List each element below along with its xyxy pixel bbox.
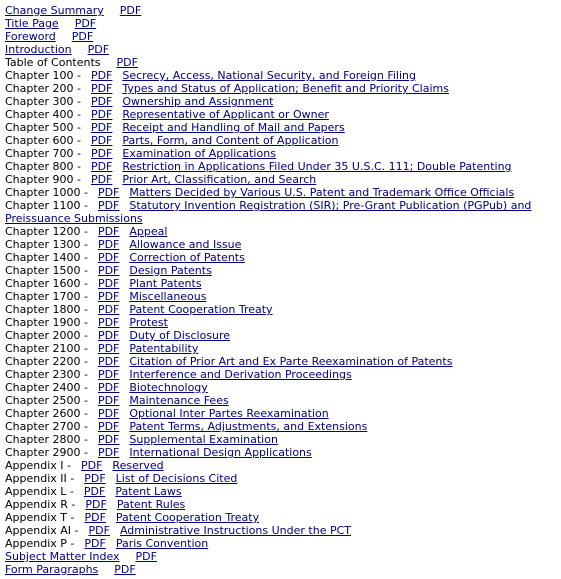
chapter-2600-title-link[interactable]: Optional Inter Partes Reexamination: [129, 407, 329, 420]
chapter-700-title-link[interactable]: Examination of Applications: [122, 147, 276, 160]
toc-row-chapter-1100: [5, 199, 561, 225]
toc-row-appendix-ai: [5, 524, 561, 537]
appendix-r-pdf-link[interactable]: PDF: [85, 498, 107, 511]
appendix-p-pdf-link[interactable]: PDF: [84, 537, 106, 550]
section-label: Chapter 1700 -: [5, 290, 88, 303]
title-page-link[interactable]: Title Page: [5, 17, 59, 30]
chapter-2100-title-link[interactable]: Patentability: [129, 342, 199, 355]
toc-row-chapter-2200: [5, 355, 561, 368]
chapter-500-title-link[interactable]: Receipt and Handling of Mail and Papers: [122, 121, 345, 134]
toc-row-table-of-contents: [5, 56, 561, 69]
form-paragraphs-pdf-link[interactable]: PDF: [114, 563, 136, 576]
toc-row-chapter-600: [5, 134, 561, 147]
chapter-2400-pdf-link[interactable]: PDF: [97, 381, 120, 394]
chapter-2000-title-link[interactable]: Duty of Disclosure: [129, 329, 231, 342]
chapter-100-title-link[interactable]: Secrecy, Access, National Security, and Foreign Filing: [122, 69, 416, 82]
toc-row-chapter-2600: [5, 407, 561, 420]
section-label: Chapter 900 -: [5, 173, 81, 186]
toc-row-chapter-2300: [5, 368, 561, 381]
toc-row-chapter-2500: [5, 394, 561, 407]
toc-row-chapter-2000: [5, 329, 561, 342]
chapter-1100-title-link[interactable]: Statutory Invention Registration (SIR); Pre-Grant Publication (PGPub) and Preissuance Submissions: [5, 199, 532, 225]
appendix-ii-title-link[interactable]: List of Decisions Cited: [115, 472, 238, 485]
toc-row-title-page: [5, 17, 561, 30]
chapter-1000-title-link[interactable]: Matters Decided by Various U.S. Patent and Trademark Office Officials: [129, 186, 515, 199]
section-label: Chapter 500 -: [5, 121, 81, 134]
section-label: Chapter 2100 -: [5, 342, 88, 355]
section-label: Appendix R -: [5, 498, 76, 511]
foreword-pdf-link[interactable]: PDF: [71, 30, 94, 43]
chapter-2600-pdf-link[interactable]: PDF: [97, 407, 120, 420]
chapter-1700-pdf-link[interactable]: PDF: [97, 290, 120, 303]
chapter-2100-pdf-link[interactable]: PDF: [97, 342, 120, 355]
appendix-t-pdf-link[interactable]: PDF: [84, 511, 106, 524]
section-label: Chapter 1400 -: [5, 251, 88, 264]
section-label: Chapter 300 -: [5, 95, 81, 108]
change-summary-pdf-link[interactable]: PDF: [119, 4, 142, 17]
chapter-2700-pdf-link[interactable]: PDF: [97, 420, 120, 433]
section-label: Chapter 600 -: [5, 134, 81, 147]
toc-row-chapter-800: [5, 160, 561, 173]
chapter-100-pdf-link[interactable]: PDF: [90, 69, 113, 82]
section-label: Appendix II -: [5, 472, 75, 485]
section-label: Chapter 2900 -: [5, 446, 88, 459]
section-label: Appendix L -: [5, 485, 74, 498]
chapter-900-title-link[interactable]: Prior Art, Classification, and Search: [122, 173, 317, 186]
chapter-400-title-link[interactable]: Representative of Applicant or Owner: [122, 108, 329, 121]
section-label: Chapter 800 -: [5, 160, 81, 173]
toc-row-chapter-500: [5, 121, 561, 134]
section-label: Chapter 1900 -: [5, 316, 88, 329]
chapter-1600-title-link[interactable]: Plant Patents: [129, 277, 202, 290]
toc-row-appendix-t: [5, 511, 561, 524]
toc-row-chapter-1000: [5, 186, 561, 199]
toc-row-form-paragraphs: [5, 563, 561, 576]
appendix-p-title-link[interactable]: Paris Convention: [115, 537, 209, 550]
chapter-1800-title-link[interactable]: Patent Cooperation Treaty: [129, 303, 273, 316]
toc-row-foreword: [5, 30, 561, 43]
chapter-2200-pdf-link[interactable]: PDF: [97, 355, 120, 368]
chapter-200-title-link[interactable]: Types and Status of Application; Benefit and Priority Claims: [122, 82, 449, 95]
chapter-1500-pdf-link[interactable]: PDF: [97, 264, 120, 277]
chapter-2700-title-link[interactable]: Patent Terms, Adjustments, and Extensions: [129, 420, 368, 433]
chapter-1900-pdf-link[interactable]: PDF: [97, 316, 120, 329]
section-label: Chapter 400 -: [5, 108, 81, 121]
appendix-i-pdf-link[interactable]: PDF: [80, 459, 103, 472]
appendix-i-title-link[interactable]: Reserved: [112, 459, 164, 472]
chapter-2900-pdf-link[interactable]: PDF: [97, 446, 120, 459]
toc-row-chapter-2800: [5, 433, 561, 446]
toc-row-chapter-1800: [5, 303, 561, 316]
toc-row-chapter-1600: [5, 277, 561, 290]
toc-row-appendix-i: [5, 459, 561, 472]
toc-row-chapter-2700: [5, 420, 561, 433]
chapter-1300-title-link[interactable]: Allowance and Issue: [129, 238, 242, 251]
table-of-contents-label: Table of Contents: [5, 56, 101, 69]
toc-row-chapter-1500: [5, 264, 561, 277]
chapter-2500-pdf-link[interactable]: PDF: [97, 394, 120, 407]
appendix-ai-title-link[interactable]: Administrative Instructions Under the PCT: [119, 524, 351, 537]
toc-row-chapter-1400: [5, 251, 561, 264]
chapter-2300-pdf-link[interactable]: PDF: [97, 368, 120, 381]
chapter-900-pdf-link[interactable]: PDF: [90, 173, 113, 186]
toc-row-chapter-700: [5, 147, 561, 160]
chapter-1300-pdf-link[interactable]: PDF: [97, 238, 120, 251]
chapter-2000-pdf-link[interactable]: PDF: [97, 329, 120, 342]
toc-row-appendix-p: [5, 537, 561, 550]
chapter-1600-pdf-link[interactable]: PDF: [97, 277, 120, 290]
chapter-2300-title-link[interactable]: Interference and Derivation Proceedings: [129, 368, 352, 381]
section-label: Chapter 2700 -: [5, 420, 88, 433]
toc-row-chapter-2100: [5, 342, 561, 355]
toc-row-subject-matter-index: [5, 550, 561, 563]
section-label: Chapter 1500 -: [5, 264, 88, 277]
toc-row-appendix-ii: [5, 472, 561, 485]
appendix-l-pdf-link[interactable]: PDF: [83, 485, 106, 498]
subject-matter-index-link[interactable]: Subject Matter Index: [5, 550, 120, 563]
chapter-1800-pdf-link[interactable]: PDF: [97, 303, 120, 316]
toc-row-appendix-l: [5, 485, 561, 498]
chapter-800-title-link[interactable]: Restriction in Applications Filed Under 35 U.S.C. 111; Double Patenting: [122, 160, 512, 173]
section-label: Chapter 1000 -: [5, 186, 88, 199]
chapter-500-pdf-link[interactable]: PDF: [90, 121, 113, 134]
chapter-2400-title-link[interactable]: Biotechnology: [129, 381, 208, 394]
section-label: Chapter 100 -: [5, 69, 81, 82]
chapter-1000-pdf-link[interactable]: PDF: [97, 186, 120, 199]
change-summary-link[interactable]: Change Summary: [5, 4, 104, 17]
foreword-link[interactable]: Foreword: [5, 30, 56, 43]
appendix-ii-pdf-link[interactable]: PDF: [84, 472, 106, 485]
toc-row-chapter-100: [5, 69, 561, 82]
section-label: Chapter 2600 -: [5, 407, 88, 420]
appendix-r-title-link[interactable]: Patent Rules: [116, 498, 186, 511]
section-label: Chapter 1300 -: [5, 238, 88, 251]
toc-row-chapter-1200: [5, 225, 561, 238]
chapter-600-title-link[interactable]: Parts, Form, and Content of Application: [122, 134, 339, 147]
chapter-1400-title-link[interactable]: Correction of Patents: [129, 251, 245, 264]
section-label: Chapter 2000 -: [5, 329, 88, 342]
section-label: Chapter 2500 -: [5, 394, 88, 407]
section-label: Chapter 700 -: [5, 147, 81, 160]
toc-row-chapter-2900: [5, 446, 561, 459]
section-label: Chapter 2200 -: [5, 355, 88, 368]
section-label: Appendix AI -: [5, 524, 79, 537]
section-label: Chapter 2800 -: [5, 433, 88, 446]
chapter-800-pdf-link[interactable]: PDF: [90, 160, 113, 173]
chapter-700-pdf-link[interactable]: PDF: [90, 147, 113, 160]
toc-row-appendix-r: [5, 498, 561, 511]
section-label: Chapter 2300 -: [5, 368, 88, 381]
section-label: Appendix T -: [5, 511, 75, 524]
section-label: Chapter 1800 -: [5, 303, 88, 316]
chapter-300-title-link[interactable]: Ownership and Assignment: [122, 95, 274, 108]
appendix-t-title-link[interactable]: Patent Cooperation Treaty: [115, 511, 260, 524]
chapter-1200-title-link[interactable]: Appeal: [129, 225, 168, 238]
toc-row-chapter-400: [5, 108, 561, 121]
chapter-1400-pdf-link[interactable]: PDF: [97, 251, 120, 264]
toc-row-change-summary: [5, 4, 561, 17]
toc-row-chapter-1700: [5, 290, 561, 303]
toc-row-chapter-1900: [5, 316, 561, 329]
chapter-2800-pdf-link[interactable]: PDF: [97, 433, 120, 446]
chapter-2800-title-link[interactable]: Supplemental Examination: [129, 433, 278, 446]
appendix-l-title-link[interactable]: Patent Laws: [115, 485, 182, 498]
chapter-1100-pdf-link[interactable]: PDF: [97, 199, 120, 212]
toc-row-chapter-200: [5, 82, 561, 95]
section-label: Chapter 200 -: [5, 82, 81, 95]
introduction-pdf-link[interactable]: PDF: [87, 43, 110, 56]
introduction-link[interactable]: Introduction: [5, 43, 72, 56]
section-label: Chapter 1600 -: [5, 277, 88, 290]
subject-matter-index-pdf-link[interactable]: PDF: [135, 550, 157, 563]
chapter-2200-title-link[interactable]: Citation of Prior Art and Ex Parte Reexamination of Patents: [129, 355, 453, 368]
section-label: Appendix I -: [5, 459, 71, 472]
chapter-400-pdf-link[interactable]: PDF: [90, 108, 113, 121]
form-paragraphs-link[interactable]: Form Paragraphs: [5, 563, 99, 576]
chapter-1900-title-link[interactable]: Protest: [129, 316, 168, 329]
toc-row-chapter-1300: [5, 238, 561, 251]
title-page-pdf-link[interactable]: PDF: [74, 17, 97, 30]
section-label: Appendix P -: [5, 537, 75, 550]
toc-row-chapter-2400: [5, 381, 561, 394]
toc-row-chapter-900: [5, 173, 561, 186]
chapter-1700-title-link[interactable]: Miscellaneous: [129, 290, 207, 303]
chapter-2500-title-link[interactable]: Maintenance Fees: [129, 394, 229, 407]
appendix-ai-pdf-link[interactable]: PDF: [88, 524, 110, 537]
chapter-1200-pdf-link[interactable]: PDF: [97, 225, 120, 238]
chapter-1500-title-link[interactable]: Design Patents: [129, 264, 212, 277]
chapter-200-pdf-link[interactable]: PDF: [90, 82, 113, 95]
section-label: Chapter 1200 -: [5, 225, 88, 238]
chapter-2900-title-link[interactable]: International Design Applications: [129, 446, 312, 459]
section-label: Chapter 1100 -: [5, 199, 88, 212]
toc-row-introduction: [5, 43, 561, 56]
table-of-contents-pdf-link[interactable]: PDF: [116, 56, 138, 69]
chapter-600-pdf-link[interactable]: PDF: [90, 134, 113, 147]
chapter-300-pdf-link[interactable]: PDF: [90, 95, 113, 108]
section-label: Chapter 2400 -: [5, 381, 88, 394]
toc-row-chapter-300: [5, 95, 561, 108]
